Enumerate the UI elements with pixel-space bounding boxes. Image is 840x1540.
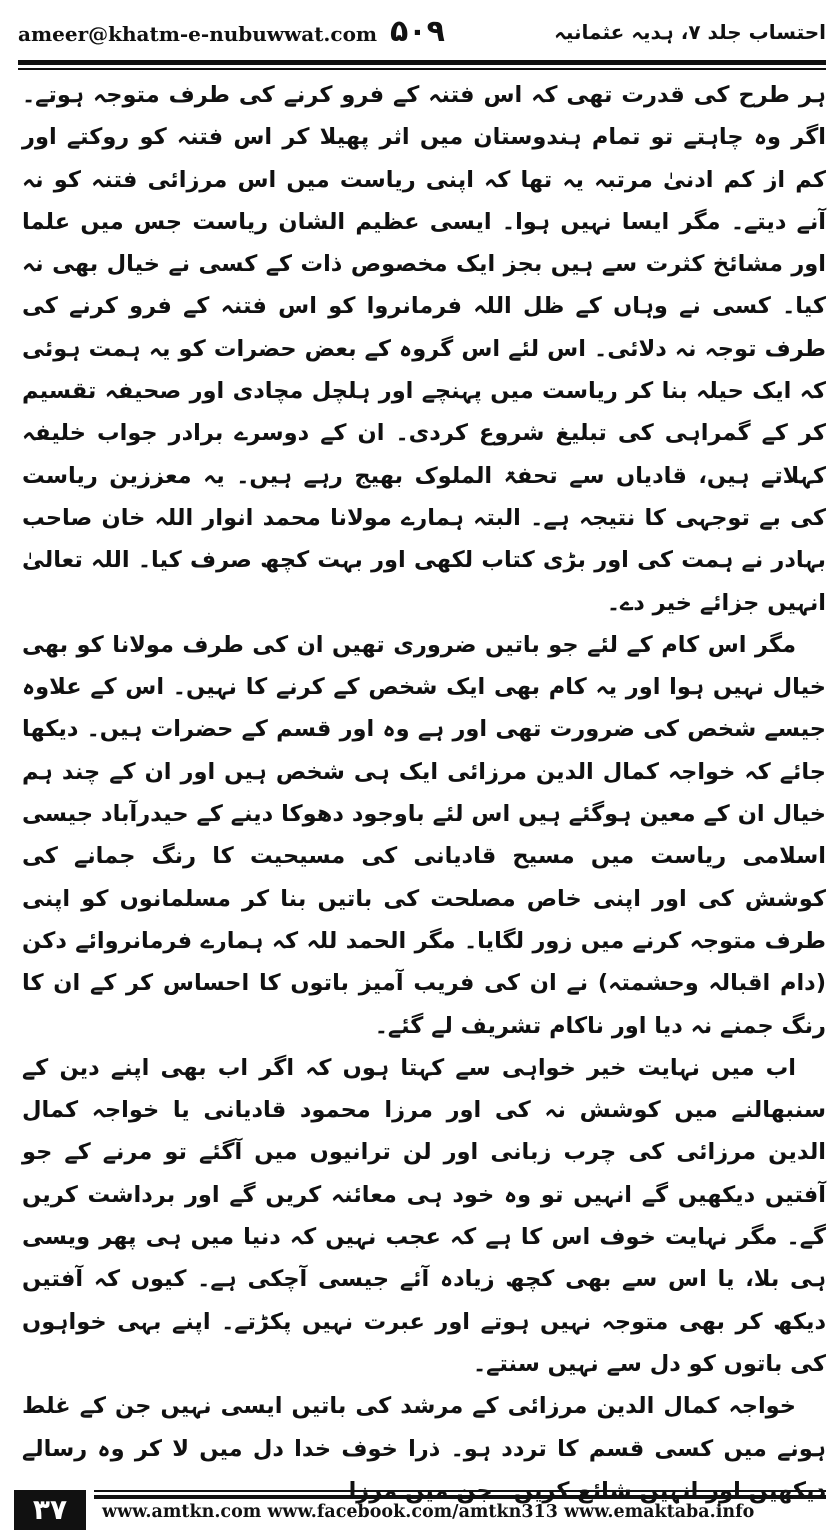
header-rule-thin [18,68,826,70]
header-page-number: ۵۰۹ [390,14,445,49]
footer-rule-thin [94,1490,826,1492]
paragraph-1: ہر طرح کی قدرت تھی کہ اس فتنہ کے فرو کرنے کی طرف متوجہ ہوتے۔ اگر وہ چاہتے تو تمام ہندوستان میں اثر پھیلا کر اس فتنہ کو روکتے اور کم از کم ادنیٰ مرتبہ یہ تھا کہ اپنی ریاست میں اس مرزائی فتنہ کو نہ آنے دیتے۔ مگر ایسا نہیں ہوا۔ ایسی عظیم الشان ریاست جس میں علما اور مشائخ کثرت سے ہیں بجز ایک مخصوص ذات کے کسی نے خیال بھی نہ کیا۔ کسی نے وہاں کے ظل اللہ فرمانروا کو اس فتنہ کے فرو کرنے کی طرف توجہ نہ دلائی۔ اس لئے اس گروہ کے بعض حضرات کو یہ ہمت ہوئی کہ ایک حیلہ بنا کر ریاست میں پہنچے اور ہلچل مچادی اور صحیفہ تقسیم کر کے گمراہی کی تبلیغ شروع کردی۔ ان کے دوسرے برادر جواب خلیفہ کہلاتے ہیں، قادیاں سے تحفۃ الملوک بھیج رہے ہیں۔ یہ معززین ریاست کی بے توجہی کا نتیجہ ہے۔ البتہ ہمارے مولانا محمد انوار اللہ خان صاحب بہادر نے ہمت کی اور بڑی کتاب لکھی اور بہت کچھ صرف کیا۔ اللہ تعالیٰ انہیں جزائے خیر دے۔ [22,82,826,616]
header-book-title: احتساب جلد ۷، ہدیہ عثمانیہ [554,20,826,44]
footer-page-number: ۳۷ [14,1490,86,1530]
paragraph-3: اب میں نہایت خیر خواہی سے کہتا ہوں کہ اگر اب بھی اپنے دین کے سنبھالنے میں کوشش نہ کی اور مرزا محمود قادیانی یا خواجہ کمال الدین مرزائی کی چرب زبانی اور لن ترانیوں میں آگئے تو مرنے کے جو آفتیں دیکھیں گے انہیں تو وہ خود ہی معائنہ کریں گے اور برداشت کریں گے۔ مگر نہایت خوف اس کا ہے کہ عجب نہیں کہ دنیا میں ہی پھر ویسی ہی بلا، یا اس سے بھی کچھ زیادہ آئے جیسی آچکی ہے۔ کیوں کہ آفتیں دیکھ کر بھی متوجہ نہیں ہوتے اور عبرت نہیں پکڑتے۔ اپنے بہی خواہوں کی باتوں کو دل سے نہیں سنتے۔ [22,1054,826,1377]
page-header [18,10,826,58]
paragraph-2: مگر اس کام کے لئے جو باتیں ضروری تھیں ان کی طرف مولانا کو بھی خیال نہیں ہوا اور یہ کام بھی ایک شخص کے کرنے کا نہیں۔ اس کے علاوہ جیسے شخص کی ضرورت تھی اور ہے وہ اور قسم کے حضرات ہیں۔ دیکھا جائے کہ خواجہ کمال الدین مرزائی ایک ہی شخص ہیں اور ان کے چند ہم خیال ان کے معین ہوگئے ہیں اس لئے باوجود دھوکا دینے کے حیدرآباد جیسی اسلامی ریاست میں مسیح قادیانی کی مسیحیت کا رنگ جمانے کی کوشش کی اور اپنی خاص مصلحت کی باتیں بنا کر مسلمانوں کو اپنی طرف متوجہ کرنے میں زور لگایا۔ مگر الحمد للہ کہ ہمارے فرمانروائے دکن (دام اقبالہ وحشمتہ) نے ان کی فریب آمیز باتوں کا احساس کر کے ان کا رنگ جمنے نہ دیا اور ناکام تشریف لے گئے۔ [22,631,826,1039]
body-text [22,74,826,1474]
page-footer [14,1488,826,1532]
header-email: ameer@khatm-e-nubuwwat.com [18,22,378,46]
footer-rule-thick [94,1495,826,1499]
paragraph-4: خواجہ کمال الدین مرزائی کے مرشد کی باتیں ایسی نہیں جن کے غلط ہونے میں کسی قسم کا تردد ہو۔ ذرا خوف خدا دل میں لا کر وہ رسالے [22,1393,826,1462]
footer-links: www.amtkn.com www.facebook.com/amtkn313 www.emaktaba.info [102,1502,755,1522]
header-rule-thick [18,60,826,65]
